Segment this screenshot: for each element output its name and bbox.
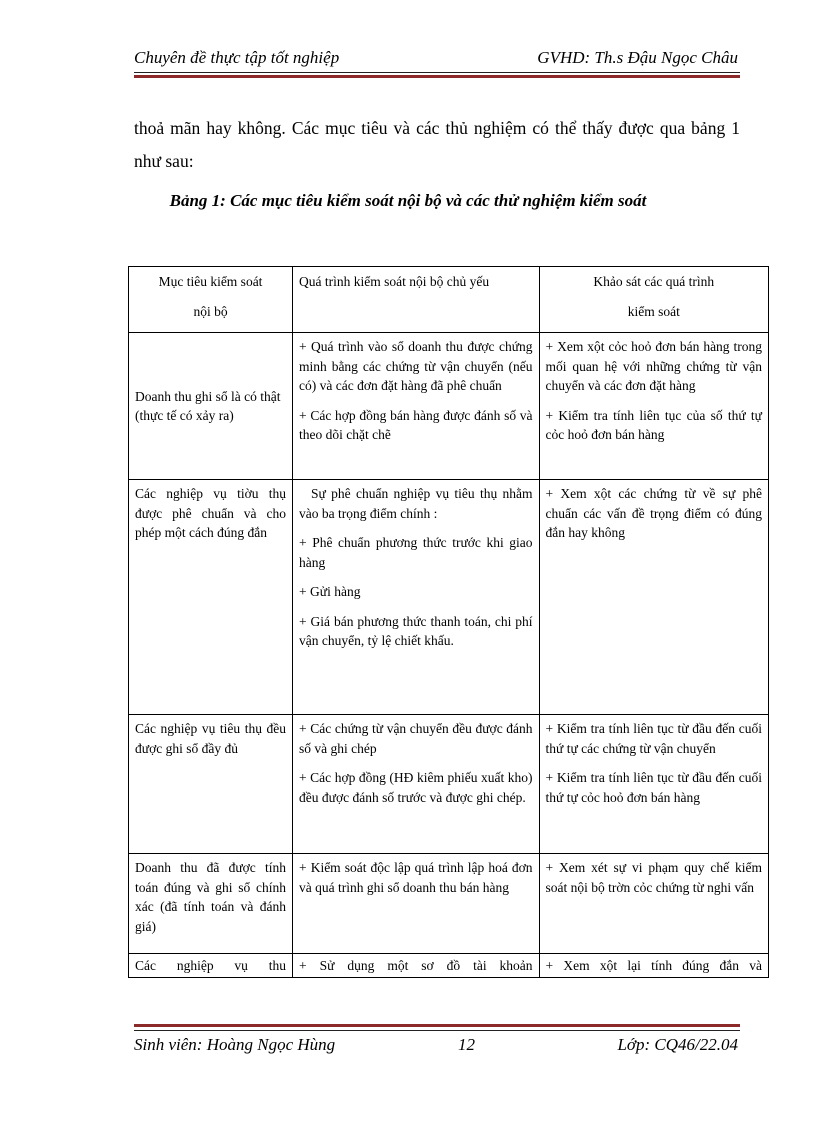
objective-text: Doanh thu ghi sổ là có thật (thực tế có xảy ra): [135, 388, 281, 423]
table-title: Bảng 1: Các mục tiêu kiểm soát nội bộ và các thử nghiệm kiểm soát: [169, 191, 647, 210]
header-controls-line1: Quá trình kiểm soát nội bộ chủ yếu: [299, 274, 490, 289]
intro-paragraph: thoả mãn hay không. Các mục tiêu và các thủ nghiệm có thể thấy được qua bảng 1 như sau:: [134, 118, 740, 171]
control-item: Sự phê chuẩn nghiệp vụ tiêu thụ nhằm vào ba trọng điểm chính :: [299, 486, 533, 521]
objective-text: Các nghiệp vụ tiờu thụ được phê chuẩn và cho phép một cách đúng đắn: [135, 486, 287, 540]
header-objective: [129, 267, 293, 333]
footer-class: Lớp: CQ46/22.04: [617, 1035, 738, 1054]
footer-rule-thick: [134, 1024, 740, 1027]
row-objective: [129, 333, 293, 480]
test-item: + Kiểm tra tính liên tục từ đầu đến cuối thứ tự các chứng từ vận chuyển: [545, 721, 762, 756]
test-item: + Xem xột lại tính đúng đắn và: [545, 958, 762, 973]
row-controls: [293, 854, 540, 954]
row-tests: [539, 854, 768, 954]
row-objective: [129, 954, 293, 978]
footer-rule-thin: [134, 1030, 740, 1031]
row-controls: [293, 333, 540, 480]
header-tests-line1: Khảo sát các quá trình: [593, 274, 715, 289]
control-item: + Gửi hàng: [299, 584, 361, 599]
footer-student: Sinh viên: Hoàng Ngọc Hùng: [134, 1035, 336, 1054]
row-objective: [129, 854, 293, 954]
control-item: + Quá trình vào sổ doanh thu được chứng minh bằng các chứng từ vận chuyển (nếu có) và các đơn đặt hàng đã phê chuẩn: [299, 339, 533, 393]
row-controls: [293, 715, 540, 854]
test-item: + Kiểm tra tính liên tục từ đầu đến cuối thứ tự cỏc hoỏ đơn bán hàng: [545, 770, 762, 805]
test-item: + Xem xột các chứng từ về sự phê chuẩn các vấn đề trọng điểm có đúng đắn hay không: [545, 486, 762, 540]
test-item: + Xem xét sự vi phạm quy chế kiểm soát nội bộ trờn cỏc chứng từ nghi vấn: [545, 860, 762, 895]
table-row: [129, 954, 769, 978]
header-rule-thick: [134, 75, 740, 78]
row-tests: [539, 954, 768, 978]
control-item: + Các hợp đồng (HĐ kiêm phiếu xuất kho) đều được đánh số trước và được ghi chép.: [299, 770, 533, 805]
row-tests: [539, 333, 768, 480]
header-course-title: Chuyên đề thực tập tốt nghiệp: [134, 48, 340, 67]
page-number: 12: [458, 1035, 475, 1054]
row-tests: [539, 480, 768, 715]
control-item: + Kiểm soát độc lập quá trình lập hoá đơn và quá trình ghi sổ doanh thu bán hàng: [299, 860, 533, 895]
control-item: + Giá bán phương thức thanh toán, chi phí vận chuyển, tỷ lệ chiết khấu.: [299, 613, 533, 648]
row-controls: [293, 954, 540, 978]
objective-text: Các nghiệp vụ tiêu thụ đều được ghi sổ đầy đủ: [135, 721, 287, 756]
control-item: + Phê chuẩn phương thức trước khi giao hàng: [299, 535, 533, 570]
table-row: [129, 854, 769, 954]
test-item: + Kiểm tra tính liên tục của số thứ tự cỏc hoỏ đơn bán hàng: [545, 407, 762, 442]
header-controls: [293, 267, 540, 333]
header-tests: [539, 267, 768, 333]
row-objective: [129, 480, 293, 715]
header-supervisor: GVHD: Th.s Đậu Ngọc Châu: [537, 48, 738, 67]
control-objectives-table: [128, 266, 769, 978]
objective-text: Doanh thu đã được tính toán đúng và ghi sổ chính xác (đã tính toán và đánh giá): [135, 860, 287, 934]
table-row: [129, 333, 769, 480]
table-header-row: [129, 267, 769, 333]
header-objective-line2: nội bộ: [193, 304, 228, 319]
test-item: + Xem xột cỏc hoỏ đơn bán hàng trong mối quan hệ với những chứng từ vận chuyển và các đơn đặt hàng: [545, 339, 762, 393]
row-tests: [539, 715, 768, 854]
header-tests-line2: kiểm soát: [627, 304, 680, 319]
control-item: + Sử dụng một sơ đồ tài khoản: [299, 958, 533, 973]
table-row: [129, 715, 769, 854]
row-controls: [293, 480, 540, 715]
control-item: + Các hợp đồng bán hàng được đánh số và theo dõi chặt chẽ: [299, 407, 533, 442]
row-objective: [129, 715, 293, 854]
page-header: [134, 48, 740, 70]
header-rule-thin: [134, 72, 740, 73]
page-footer: [134, 1035, 740, 1057]
objective-text: Các nghiệp vụ thu: [135, 958, 287, 973]
header-objective-line1: Mục tiêu kiểm soát: [158, 274, 263, 289]
table-row: [129, 480, 769, 715]
control-item: + Các chứng từ vận chuyển đều được đánh số và ghi chép: [299, 721, 533, 756]
